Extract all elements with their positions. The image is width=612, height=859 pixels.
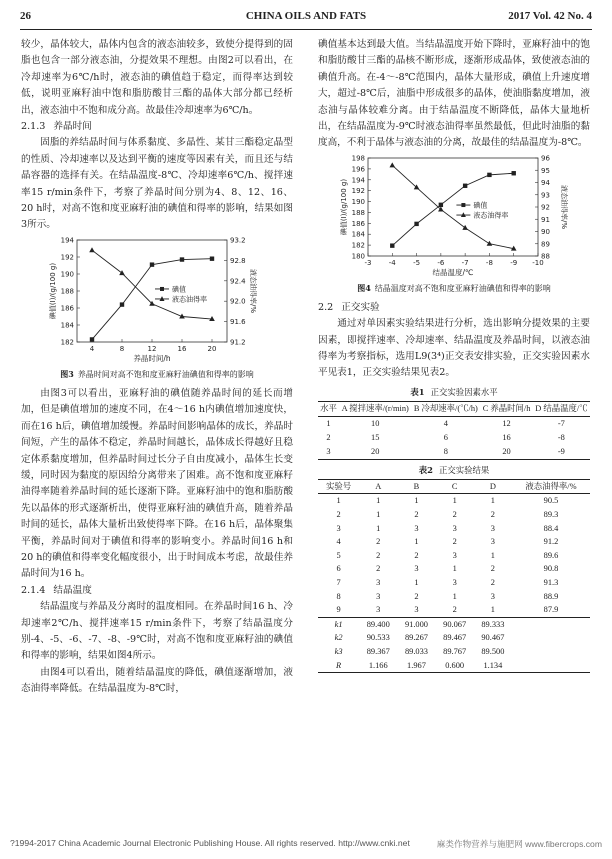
table-cell: 89.3 (543, 510, 559, 520)
y-left-tick-label: 186 (351, 219, 365, 228)
data-point-yield (119, 270, 125, 275)
table-2-caption (318, 464, 590, 477)
legend-label: 碘值 (172, 285, 186, 294)
table-cell: -7 (557, 418, 565, 428)
data-point-iodine (439, 202, 443, 206)
table-cell: 90.067 (436, 617, 474, 631)
data-point-yield (462, 225, 468, 230)
table-cell (512, 659, 590, 673)
table-cell: 2 (414, 550, 419, 560)
table-row (318, 522, 590, 536)
x-tick-label: -5 (413, 258, 421, 267)
figure-caption-text: 养晶时间对高不饱和度亚麻籽油碘值和得率的影响 (77, 369, 254, 379)
table-cell: 3 (376, 591, 381, 601)
table-cell: 2 (376, 550, 381, 560)
series-line-yield (392, 165, 513, 248)
table-cell: 3 (376, 578, 381, 588)
y-left-tick-label: 186 (60, 304, 74, 313)
table-cell: -8 (557, 432, 565, 442)
section-number: 2.1.4 (21, 584, 46, 596)
table-row (318, 549, 590, 563)
y-right-tick-label: 92.8 (230, 256, 246, 265)
paragraph: 由图3可以看出，亚麻籽油的碘值随养晶时间的延长而增加，但是碘值增加的速度不同，在4～16 h内碘值增加速度快，而在16 h后，碘值增加缓慢。养晶时间影响晶体的成长，养晶时间短，产生的晶体不稳定，养晶时间越长，晶体成长得越好且稳定体系黏度增加，但养晶时间过长分子自由度减小，晶体生长变缓，同时因为黏度的原因给分离带来了困难。高不饱和度亚麻籽油得率随着养晶时间的延长逐渐下降。亚麻籽油中的饱和脂肪酸先以晶体的形式逐渐析出，使得亚麻籽油的碘值升高，随着养晶时间的延长，晶体大量析出致使得率下降。在16 h后，晶体聚集平衡，养晶时间对于碘值和得率的影响变小。养晶时间16 h和20 h的碘值和得率变化幅度很小，出于时间成本考虑，故最佳养晶时间为16 h。 (21, 387, 293, 580)
table-cell: 2 (490, 578, 495, 588)
page-number: 26 (20, 10, 31, 22)
table-caption-text: 正交实验结果 (438, 464, 490, 475)
table-cell: 1 (376, 496, 381, 506)
page-footer (10, 838, 602, 848)
x-tick-label: -3 (364, 258, 372, 267)
table-row (318, 590, 590, 604)
table-header-cell: 液态油得率/% (525, 481, 577, 491)
y-right-tick-label: 91.6 (230, 317, 246, 326)
y-left-tick-label: 190 (351, 197, 365, 206)
table-cell: 2 (376, 537, 381, 547)
table-cell: 89.400 (359, 617, 397, 631)
y-right-tick-label: 93.2 (230, 236, 246, 245)
section-heading-2-2 (318, 300, 590, 316)
legend-marker (160, 287, 164, 291)
table-cell: 0.600 (445, 660, 465, 670)
y-left-tick-label: 190 (60, 270, 74, 279)
y-right-tick-label: 91 (541, 215, 550, 224)
table-cell: 3 (414, 605, 419, 615)
table-cell: 3 (490, 523, 495, 533)
table-cell: 6 (443, 432, 448, 442)
table-cell: k3 (334, 647, 343, 656)
table-cell: 2 (326, 432, 331, 442)
table-cell: 91.000 (397, 617, 435, 631)
y-right-axis-label: 液态油得率/% (560, 184, 568, 229)
table-2 (318, 479, 590, 673)
table-row (318, 576, 590, 590)
left-column (21, 37, 293, 698)
table-cell: -9 (557, 446, 565, 456)
y-left-tick-label: 194 (60, 236, 74, 245)
table-cell (512, 645, 590, 659)
data-point-iodine (390, 243, 394, 247)
table-cell: 90.8 (543, 564, 559, 574)
table-cell: 90.533 (366, 633, 390, 643)
y-left-tick-label: 184 (351, 230, 365, 239)
figure-4-chart (318, 152, 590, 280)
y-right-tick-label: 95 (541, 166, 550, 175)
x-tick-label: 12 (147, 344, 157, 353)
table-cell: 2 (452, 510, 457, 520)
table-cell: 1 (490, 496, 495, 506)
series-line-yield (92, 250, 212, 319)
paragraph: 较少，晶体较大，晶体内包含的液态油较多，致使分提得到的固脂也包含一部分液态油，分提效果不理想。由图2可以看出，在冷却速率为6℃/h时，液态油的碘值趋于稳定，而得率达到较低，说明亚麻籽油中饱和脂肪酸甘三酯的晶体大部分都已经析出，液态油中不饱和成分高。故最佳冷却速率为6℃/h。 (21, 39, 293, 116)
section-title: 养晶时间 (53, 121, 92, 133)
y-left-tick-label: 182 (60, 338, 74, 347)
y-left-tick-label: 184 (60, 321, 74, 330)
table-header-cell: 实验号 (326, 481, 352, 491)
table-row (318, 603, 590, 617)
data-point-iodine (463, 183, 467, 187)
table-cell: 2 (490, 510, 495, 520)
paragraph: 固脂的养结晶时间与体系黏度、多晶性、某甘三酯稳定晶型的性质、冷却速率以及达到平衡的速度等因素有关，而且还与结晶容器的选择有关。在结晶温度-8℃、冷却速率6℃/h、搅拌速率15 r/min条件下，考察了养晶时间分别为4、8、12、16、20 h时，对高不饱和度亚麻籽油的碘值和得率的影响，结果如图3所示。 (21, 137, 293, 231)
table-cell: 1 (490, 605, 495, 615)
table-cell: 87.9 (543, 605, 559, 615)
table-cell: 3 (490, 537, 495, 547)
table-cell: 1 (452, 564, 457, 574)
table-cell: 15 (371, 432, 380, 442)
table-cell: 2 (452, 605, 457, 615)
data-point-iodine (120, 302, 124, 306)
x-tick-label: 20 (207, 344, 217, 353)
table-summary-row (318, 659, 590, 673)
table-cell: 8 (443, 446, 448, 456)
data-point-yield (89, 247, 95, 252)
y-left-tick-label: 196 (351, 165, 365, 174)
table-cell: 4 (336, 537, 341, 547)
y-right-tick-label: 92 (541, 203, 550, 212)
table-cell: 6 (336, 564, 341, 574)
table-cell: 89.267 (404, 633, 428, 643)
table-row (318, 535, 590, 549)
table-cell: R (336, 660, 342, 670)
table-cell: 1 (452, 591, 457, 601)
table-cell: 7 (336, 578, 341, 588)
table-caption-text: 正交实验因素水平 (430, 386, 498, 397)
table-cell: 3 (452, 523, 457, 533)
x-tick-label: -10 (532, 258, 544, 267)
y-left-tick-label: 182 (351, 241, 365, 250)
section-number: 2.2 (318, 301, 334, 313)
data-point-yield (389, 162, 395, 167)
table-cell: 1 (326, 418, 331, 428)
table-cell: 2 (414, 591, 419, 601)
table-cell: 3 (452, 550, 457, 560)
table-cell: 3 (452, 578, 457, 588)
table-cell: 88.9 (543, 591, 559, 601)
table-cell: 1 (490, 550, 495, 560)
table-summary-row (318, 631, 590, 645)
x-tick-label: -8 (485, 258, 493, 267)
table-cell: 4 (443, 418, 448, 428)
table-cell: 2 (376, 564, 381, 574)
volume-info: 2017 Vol. 42 No. 4 (508, 10, 592, 22)
table-cell: 10 (371, 418, 380, 428)
legend-marker (461, 203, 465, 207)
plot-frame (77, 240, 227, 342)
table-cell: 3 (490, 591, 495, 601)
table-cell: 91.2 (543, 537, 559, 547)
x-tick-label: -6 (437, 258, 445, 267)
table-header-cell: D (489, 481, 496, 491)
legend-label: 液态油得率 (473, 211, 509, 220)
x-tick-label: -9 (510, 258, 518, 267)
y-right-tick-label: 89 (541, 240, 550, 249)
y-right-tick-label: 91.2 (230, 338, 246, 347)
data-point-iodine (150, 262, 154, 266)
y-right-tick-label: 93 (541, 191, 550, 200)
y-right-tick-label: 90 (541, 227, 550, 236)
y-left-tick-label: 192 (60, 253, 74, 262)
y-left-tick-label: 192 (351, 187, 365, 196)
x-tick-label: 16 (177, 344, 187, 353)
x-tick-label: -4 (388, 258, 396, 267)
section-number: 2.1.3 (21, 121, 46, 133)
y-right-tick-label: 94 (541, 178, 550, 187)
section-heading-2-1-3 (21, 119, 293, 135)
table-cell: 12 (502, 418, 511, 428)
y-left-tick-label: 198 (351, 154, 365, 163)
table-cell: 3 (376, 605, 381, 615)
figure-3-caption (21, 369, 293, 380)
table-cell: 1 (414, 537, 419, 547)
table-cell: 16 (502, 432, 511, 442)
table-summary-row (318, 645, 590, 659)
table-cell: 89.767 (443, 647, 467, 656)
table-cell (512, 617, 590, 631)
table-cell: 89.6 (543, 550, 559, 560)
y-right-tick-label: 92.0 (230, 297, 246, 306)
table-cell: 1 (376, 523, 381, 533)
table-cell: 89.333 (474, 617, 512, 631)
table-1-caption (318, 386, 590, 399)
y-left-axis-label: 碘值(I)/(g/100 g) (340, 178, 348, 235)
y-right-axis-label: 液态油得率/% (249, 268, 257, 313)
table-header-cell: A 搅拌速率/(r/min) (341, 403, 409, 413)
table-header-cell: 水平 (320, 403, 337, 413)
y-right-tick-label: 88 (541, 252, 550, 261)
data-point-iodine (487, 173, 491, 177)
section-title: 结晶温度 (53, 584, 92, 596)
table-header-cell: A (375, 481, 382, 491)
table-cell: 8 (336, 591, 341, 601)
table-cell: 1.967 (407, 660, 426, 670)
table-header-cell: B 冷却速率/(℃/h) (413, 403, 478, 413)
table-number: 表2 (418, 464, 433, 475)
table-cell: 2 (452, 537, 457, 547)
cnki-link[interactable]: http://www.cnki.net (338, 838, 410, 848)
table-cell: 89.033 (404, 647, 428, 656)
table-number: 表1 (410, 386, 425, 397)
table-cell: 20 (502, 446, 511, 456)
paragraph: 通过对单因素实验结果进行分析，选出影响分提效果的主要因素，即搅拌速率、冷却速率、结晶温度及养晶时间，以液态油得率为考察指标，选用L9(3⁴)正交表安排实验，正交实验因素水平见表1，正交实验结果见表2。 (318, 318, 590, 379)
table-cell: 89.500 (481, 647, 505, 656)
table-header-cell: C 养晶时间/h (482, 403, 531, 413)
table-cell: 20 (371, 446, 380, 456)
table-row (318, 445, 590, 460)
table-summary-row (318, 617, 590, 631)
table-cell: 1.134 (483, 660, 503, 670)
y-left-tick-label: 180 (351, 252, 365, 261)
table-cell: 1 (414, 578, 419, 588)
y-right-tick-label: 92.4 (230, 277, 246, 286)
table-cell (512, 631, 590, 645)
y-left-tick-label: 188 (351, 208, 365, 217)
paragraph: 结晶温度与养晶及分离时的温度相同。在养晶时间16 h、冷却速率2℃/h、搅拌速率15 r/min条件下，考察了结晶温度分别-4、-5、-6、-7、-8、-9℃时，对高不饱和度亚麻籽油的碘值和得率的影响，结果如图4所示。 (21, 601, 293, 662)
legend-label: 液态油得率 (172, 295, 207, 304)
table-cell: 3 (336, 523, 341, 533)
figure-3-chart (21, 234, 293, 366)
table-cell: 3 (326, 446, 331, 456)
table-cell: 88.4 (543, 523, 559, 533)
data-point-iodine (90, 337, 94, 341)
data-point-iodine (414, 222, 418, 226)
header-rule (20, 29, 592, 30)
table-cell: 3 (414, 564, 419, 574)
site-watermark: 麻类作物营养与施肥网 www.fibercrops.com (436, 839, 602, 849)
x-axis-label: 养晶时间/h (133, 353, 171, 363)
table-row (318, 416, 590, 431)
running-header (20, 10, 592, 26)
data-point-iodine (512, 171, 516, 175)
table-cell: 89.467 (443, 633, 467, 643)
paragraph: 碘值基本达到最大值。当结晶温度开始下降时，亚麻籽油中的饱和脂肪酸甘三酯的晶核不断形成，逐渐形成晶体，致使液态油的碘值升高。在-4～-8℃范围内，晶体大量形成，碘值上升速度增大，超过-8℃后，油脂中形成很多的晶体，使油脂黏度增加，液态油与晶体较难分离。由于结晶温度不断降低，晶体大量地析出，在结晶温度为-9℃时液态油得率虽然最低，但此时油脂的黏度高，不利于晶体与液态油的分离，故最佳的结晶温度为-8℃。 (318, 39, 590, 149)
table-row (318, 562, 590, 576)
figure-number: 图3 (60, 368, 74, 379)
table-cell: 90.467 (481, 633, 505, 643)
table-cell: 90.5 (543, 496, 559, 506)
x-tick-label: 4 (89, 344, 95, 353)
table-row (318, 508, 590, 522)
table-header-cell: D 结晶温度/℃ (535, 403, 588, 413)
table-cell: 2 (336, 510, 341, 520)
figure-caption-text: 结晶温度对高不饱和度亚麻籽油碘值和得率的影响 (374, 283, 551, 293)
y-left-tick-label: 188 (60, 287, 74, 296)
journal-name: CHINA OILS AND FATS (245, 10, 367, 22)
table-cell: 3 (414, 523, 419, 533)
table-cell: 1 (376, 510, 381, 520)
legend-label: 碘值 (473, 201, 488, 210)
table-header-cell: B (413, 481, 420, 491)
y-right-tick-label: 96 (541, 154, 550, 163)
figure-4-caption (318, 283, 590, 294)
section-title: 正交实验 (341, 301, 380, 313)
copyright-notice: ?1994-2017 China Academic Journal Electronic Publishing House. All rights reserved. (10, 838, 336, 848)
x-tick-label: -7 (461, 258, 469, 267)
table-cell: 1.166 (368, 660, 388, 670)
table-cell: 2 (490, 564, 495, 574)
table-cell: 5 (336, 550, 341, 560)
figure-number: 图4 (357, 282, 371, 293)
data-point-iodine (210, 256, 214, 260)
y-left-axis-label: 碘值(I)/(g/100 g) (49, 262, 57, 319)
table-cell: 9 (336, 605, 341, 615)
table-cell: k2 (334, 633, 343, 643)
data-point-iodine (180, 257, 184, 261)
series-line-iodine (392, 173, 513, 245)
table-1 (318, 401, 590, 460)
table-cell: k1 (318, 617, 359, 631)
y-left-tick-label: 194 (351, 176, 365, 185)
x-tick-label: 8 (119, 344, 125, 353)
section-heading-2-1-4 (21, 583, 293, 599)
table-cell: 91.3 (543, 578, 559, 588)
table-header-cell: C (451, 481, 458, 491)
table-cell: 1 (336, 496, 341, 506)
paragraph: 由图4可以看出，随着结晶温度的降低，碘值逐渐增加，液态油得率降低。在结晶温度为-8℃时， (21, 666, 293, 695)
table-cell: 1 (452, 496, 457, 506)
right-column (318, 37, 590, 673)
table-row (318, 431, 590, 445)
x-axis-label: 结晶温度/℃ (432, 267, 474, 277)
table-row (318, 494, 590, 508)
table-cell: 2 (414, 510, 419, 520)
table-cell: 1 (414, 496, 419, 506)
table-cell: 89.367 (366, 647, 390, 656)
data-point-yield (487, 241, 493, 246)
